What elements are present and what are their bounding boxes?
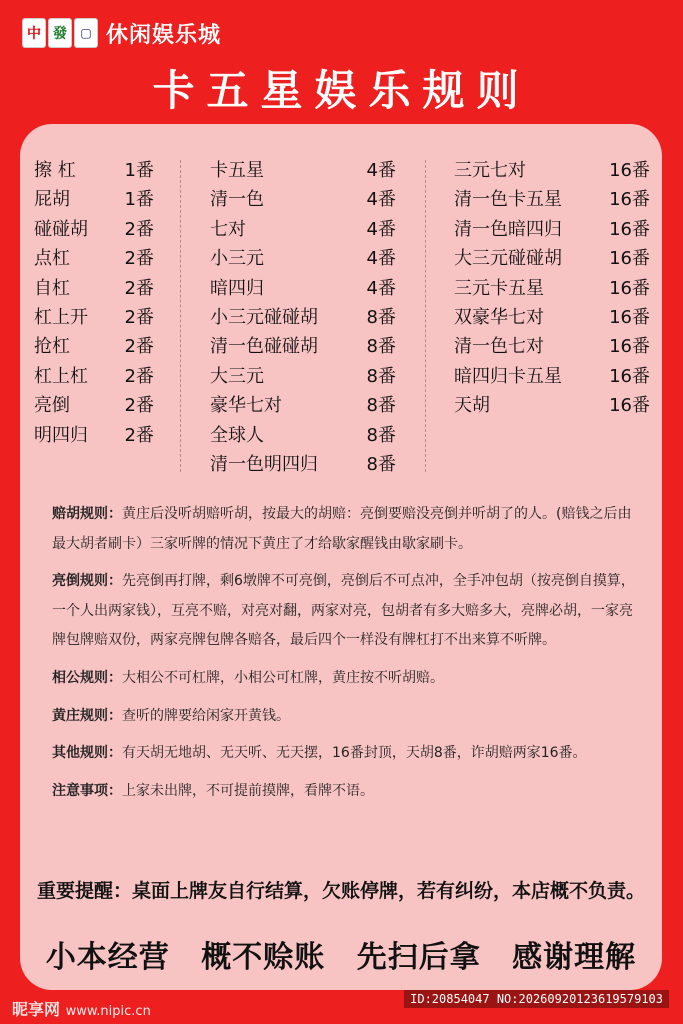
fan-name: 卡五星 [210,160,264,181]
rule-text: 有天胡无地胡、无天听、无天摆，16番封顶，天胡8番，诈胡赔两家16番。 [122,745,587,762]
fan-value: 4番 [366,189,396,211]
rule-label: 赔胡规则： [52,506,122,522]
fan-row [210,303,396,332]
fan-row [210,156,396,185]
fan-name: 亮倒 [34,395,70,417]
fan-value: 16番 [609,218,650,240]
mahjong-tile-icon-bai: ▢ [74,18,98,48]
rule-text: 查听的牌要给闲家开黄钱。 [122,707,290,724]
fan-name: 清一色暗四归 [454,218,562,240]
fan-row [210,215,396,244]
fan-value: 8番 [366,453,396,475]
rule-label: 亮倒规则： [52,573,122,590]
fan-value: 16番 [609,160,650,181]
fan-name: 天胡 [454,395,490,417]
fan-name: 明四归 [34,424,88,446]
mahjong-tile-icon-zhong: 中 [22,18,46,48]
slogan: 概不赊账 [201,940,326,975]
rule-text: 先亮倒再打牌，剩6墩牌不可亮倒，亮倒后不可点冲，全手冲包胡（按亮倒自摸算，一个人出两家钱），互亮不赔，对亮对翻，两家对亮，包胡者有多大赔多大，亮牌必胡，一家亮牌包牌赔双份，两家亮牌包牌各赔各，最后四个一样没有牌杠打不出来算不听牌。 [52,573,635,649]
fan-row [210,244,396,273]
fan-value: 2番 [124,306,154,328]
slogan: 感谢理解 [512,940,637,975]
fan-name: 三元七对 [454,160,526,181]
fan-name: 豪华七对 [210,395,282,417]
fan-row [210,421,396,450]
fan-row [454,362,650,391]
fan-name: 小三元碰碰胡 [210,306,318,328]
fan-row [210,332,396,361]
fan-name: 清一色卡五星 [454,189,562,211]
fan-name: 抢杠 [34,336,70,358]
fan-value: 1番 [124,160,154,181]
rule-label: 注意事项： [52,782,122,799]
slogan-row [20,932,662,976]
rule-text: 上家未出牌，不可提前摸牌，看牌不语。 [122,782,374,799]
fan-row [454,215,650,244]
watermark-logo [12,997,151,1020]
fan-value: 16番 [609,189,650,211]
fan-value: 2番 [124,424,154,446]
fan-name: 大三元 [210,365,264,387]
fan-value: 16番 [609,306,650,328]
fan-value: 2番 [124,277,154,299]
fan-row [34,244,154,273]
fan-value: 2番 [124,218,154,240]
logo [22,18,221,48]
fan-value: 4番 [366,248,396,270]
fan-name: 碰碰胡 [34,218,88,240]
rule-text: 大相公不可杠牌，小相公可杠牌，黄庄按不听胡赔。 [122,669,444,686]
fan-value: 2番 [124,336,154,358]
column-divider [425,160,426,472]
fan-value: 16番 [609,336,650,358]
fan-column-1 [34,156,154,450]
rule-label: 相公规则： [52,669,122,686]
fan-row [210,450,396,479]
fan-name: 擦 杠 [34,160,76,181]
fan-name: 七对 [210,218,246,240]
fan-row [34,185,154,214]
mahjong-tile-icon-fa: 發 [48,18,72,48]
rule-peihu [52,500,642,559]
fan-row [210,362,396,391]
fan-value: 4番 [366,160,396,181]
fan-name: 清一色七对 [454,336,544,358]
fan-name: 杠上开 [34,306,88,328]
fan-row [210,274,396,303]
fan-value: 2番 [124,248,154,270]
rule-liangdao [52,567,642,656]
fan-column-2 [210,156,396,479]
fan-name: 全球人 [210,424,264,446]
fan-name: 大三元碰碰胡 [454,248,562,270]
fan-name: 清一色 [210,189,264,211]
page-title: 卡五星娱乐规则 [152,66,531,115]
fan-row [34,215,154,244]
fan-row [34,303,154,332]
fan-value: 16番 [609,277,650,299]
rule-xianggong [52,664,642,694]
fan-name: 杠上杠 [34,365,88,387]
fan-value: 8番 [366,365,396,387]
fan-value: 16番 [609,395,650,417]
fan-row [454,156,650,185]
fan-value: 8番 [366,336,396,358]
fan-row [34,391,154,420]
fan-name: 暗四归 [210,277,264,299]
fan-value: 1番 [124,189,154,211]
fan-column-3 [454,156,650,421]
fan-name: 暗四归卡五星 [454,365,562,387]
fan-value: 8番 [366,306,396,328]
slogan: 小本经营 [45,940,170,975]
fan-name: 自杠 [34,277,70,299]
fan-name: 点杠 [34,248,70,270]
fan-row [454,303,650,332]
fan-value: 4番 [366,277,396,299]
rule-label: 黄庄规则： [52,707,122,724]
fan-name: 三元卡五星 [454,277,544,299]
fan-row [34,332,154,361]
fan-row [34,362,154,391]
fan-row [454,391,650,420]
fan-row [454,185,650,214]
fan-row [34,156,154,185]
fan-value: 4番 [366,218,396,240]
rule-label: 其他规则： [52,745,122,762]
fan-row [454,274,650,303]
watermark-brand: 昵享网 [12,1000,61,1019]
fan-name: 清一色碰碰胡 [210,336,318,358]
slogan: 先扫后拿 [356,940,481,975]
rule-other [52,739,642,769]
important-notice: 重要提醒：桌面上牌友自行结算，欠账停牌，若有纠纷，本店概不负责。 [36,880,645,902]
watermark-url: www.nipic.cn [65,1004,151,1019]
rule-huangzhuang [52,702,642,732]
rule-notes [52,777,642,807]
fan-name: 屁胡 [34,189,70,211]
fan-name: 小三元 [210,248,264,270]
fan-row [454,244,650,273]
watermark-id: ID:20854047 NO:20260920123619579103 [404,990,669,1008]
rules-panel [20,124,662,990]
fan-row [34,421,154,450]
fan-value: 2番 [124,365,154,387]
fan-row [34,274,154,303]
fan-name: 双豪华七对 [454,306,544,328]
fan-row [210,185,396,214]
column-divider [180,160,181,472]
fan-row [454,332,650,361]
fan-value: 16番 [609,248,650,270]
fan-value: 2番 [124,395,154,417]
rule-text: 黄庄后没听胡赔听胡，按最大的胡赔：亮倒要赔没亮倒并听胡了的人。(赔钱之后由最大胡者刷卡）三家听牌的情况下黄庄了才给歇家醒钱由歇家刷卡。 [52,506,632,552]
fan-row [210,391,396,420]
brand-name: 休闲娱乐城 [106,22,222,48]
fan-value: 16番 [609,365,650,387]
fan-name: 清一色明四归 [210,453,318,475]
fan-value: 8番 [366,424,396,446]
fan-value: 8番 [366,395,396,417]
rules-list [52,500,642,814]
